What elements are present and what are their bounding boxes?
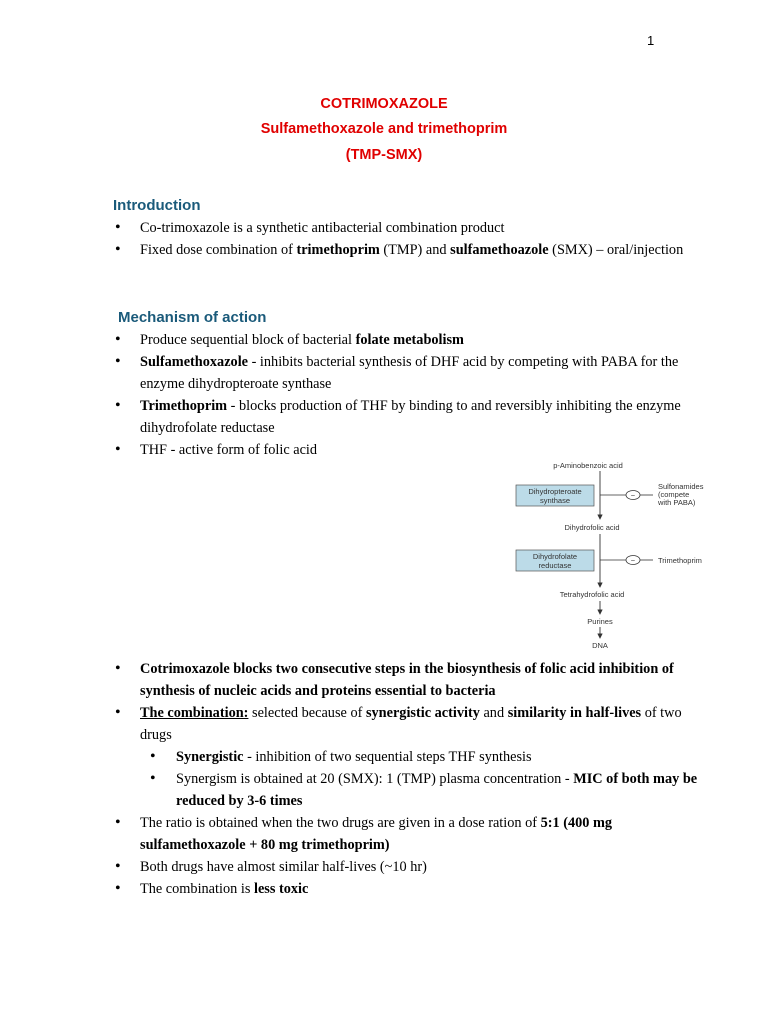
minus-sign-2: − xyxy=(630,556,636,565)
inhibitor1-label-3: with PABA) xyxy=(658,498,696,507)
list-item: • Synergism is obtained at 20 (SMX): 1 (TMP) plasma concentration - MIC of both may be reduced by 3-6 times xyxy=(150,768,715,812)
minus-sign-1: − xyxy=(630,491,636,500)
moa-list xyxy=(115,329,715,461)
synergy-sublist xyxy=(150,746,715,812)
ratio-list xyxy=(115,812,715,900)
enzyme1-label-1: Dihydropteroate xyxy=(528,487,582,496)
thf-label: Tetrahydrofolic acid xyxy=(559,590,625,599)
enzyme1-label-2: synthase xyxy=(539,496,571,505)
folate-pathway-diagram xyxy=(508,456,733,652)
paba-label: p-Aminobenzoic acid xyxy=(553,461,623,470)
intro-heading: Introduction xyxy=(113,197,201,214)
moa-heading: Mechanism of action xyxy=(118,309,267,326)
enzyme2-label-1: Dihydrofolate xyxy=(532,552,578,561)
list-item: • The combination is less toxic xyxy=(115,878,715,900)
list-item: • THF - active form of folic acid xyxy=(115,439,715,461)
intro-list xyxy=(115,217,715,261)
list-item: • Cotrimoxazole blocks two consecutive steps in the biosynthesis of folic acid inhibition of synthesis of nucleic acids and proteins essential to bacteria xyxy=(115,658,715,702)
inhibitor1-label-1: Sulfonamides xyxy=(658,482,704,491)
list-item: • Synergistic - inhibition of two sequential steps THF synthesis xyxy=(150,746,715,768)
list-item: • Co-trimoxazole is a synthetic antibacterial combination product xyxy=(115,217,715,239)
doc-abbrev: (TMP-SMX) xyxy=(345,147,423,163)
list-item: • Fixed dose combination of trimethoprim (TMP) and sulfamethoazole (SMX) – oral/injection xyxy=(115,239,715,261)
dna-label: DNA xyxy=(592,641,608,650)
purines-label: Purines xyxy=(587,617,613,626)
list-item: • The combination: selected because of synergistic activity and similarity in half-lives of two drugs xyxy=(115,702,715,746)
list-item: • Both drugs have almost similar half-lives (~10 hr) xyxy=(115,856,715,878)
doc-title: COTRIMOXAZOLE xyxy=(320,96,448,112)
list-item: • Produce sequential block of bacterial folate metabolism xyxy=(115,329,715,351)
combination-list xyxy=(115,658,715,746)
list-item: • Trimethoprim - blocks production of THF by binding to and reversibly inhibiting the enzyme dihydrofolate reductase xyxy=(115,395,715,439)
enzyme2-label-2: reductase xyxy=(538,561,572,570)
doc-subtitle: Sulfamethoxazole and trimethoprim xyxy=(260,121,508,137)
inhibitor1-label-2: (compete xyxy=(658,490,690,499)
list-item: • The ratio is obtained when the two drugs are given in a dose ration of 5:1 (400 mg sulfamethoxazole + 80 mg trimethoprim) xyxy=(115,812,715,856)
dhf-label: Dihydrofolic acid xyxy=(564,523,620,532)
page-number: 1 xyxy=(647,33,655,48)
inhibitor2-label: Trimethoprim xyxy=(658,556,702,565)
list-item: • Sulfamethoxazole - inhibits bacterial synthesis of DHF acid by competing with PABA for the enzyme dihydropteroate synthase xyxy=(115,351,715,395)
